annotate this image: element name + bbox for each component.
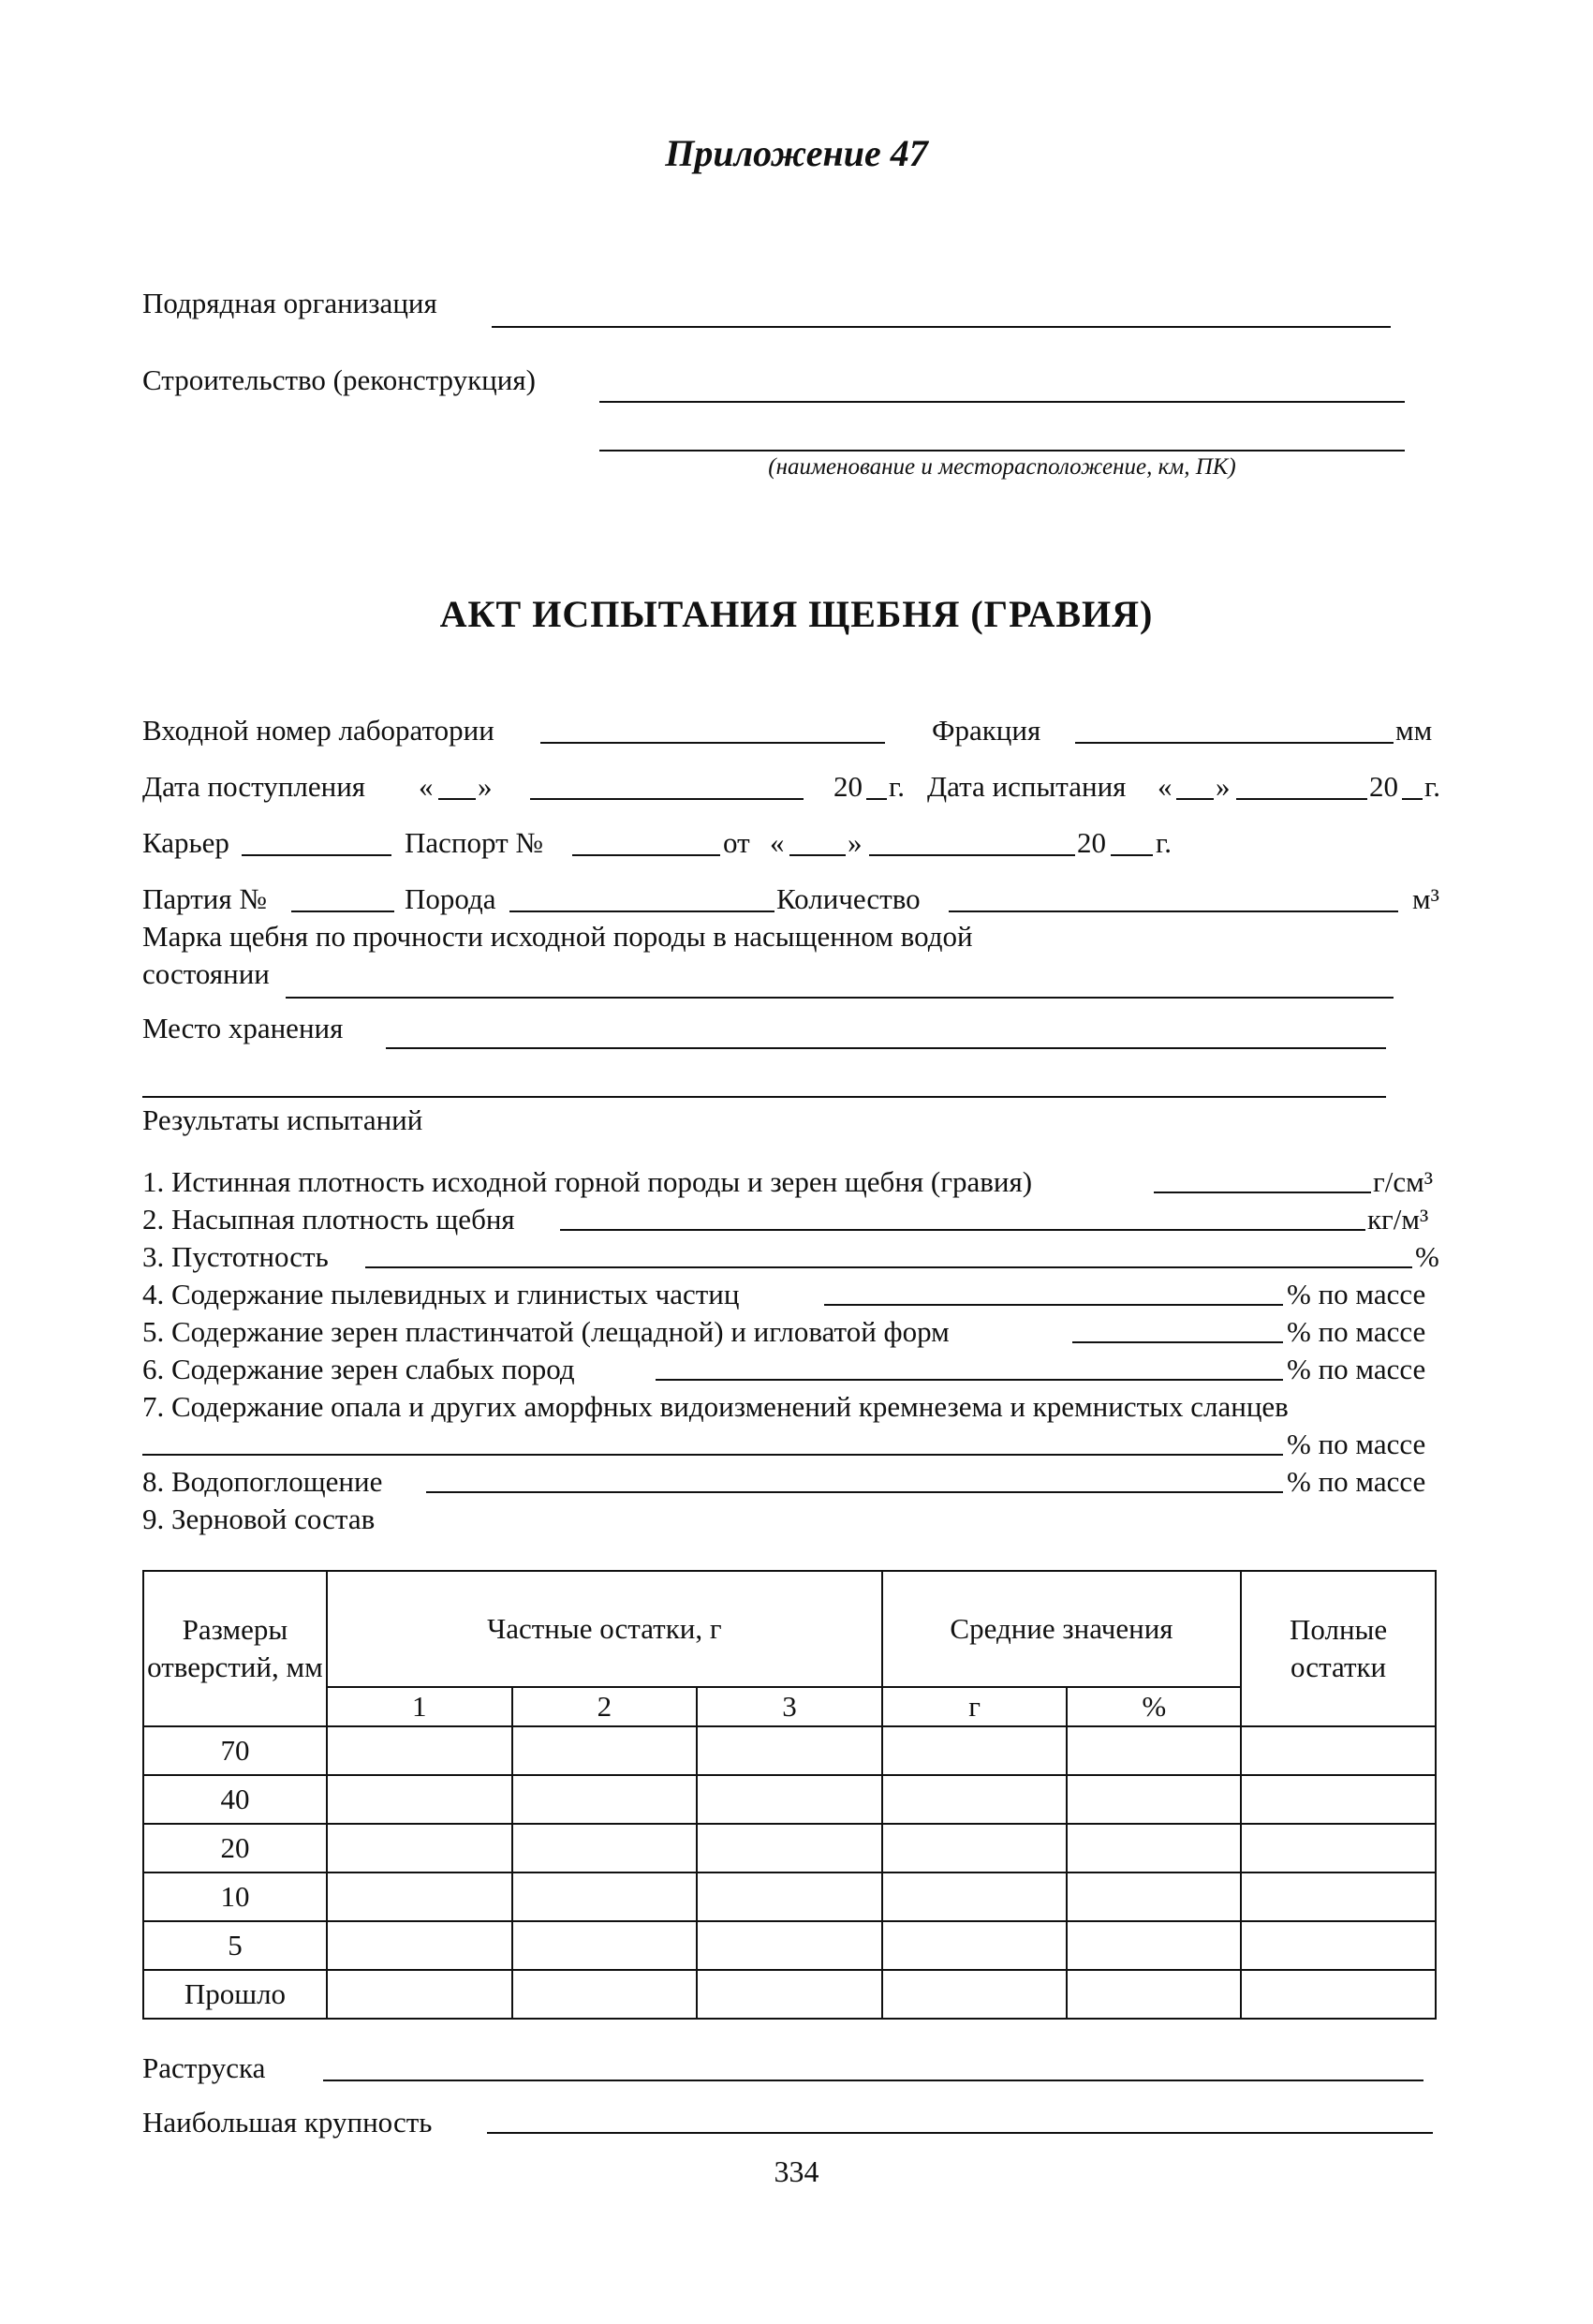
table-cell[interactable] <box>1067 1921 1241 1970</box>
construction-line[interactable] <box>599 401 1405 403</box>
result-item-5-line[interactable] <box>1072 1341 1283 1343</box>
table-row <box>143 1873 1436 1921</box>
grain-composition-table <box>142 1570 1437 2020</box>
table-cell[interactable] <box>512 1970 698 2019</box>
result-item-7-label: 7. Содержание опала и других аморфных видоизменений кремнезема и кремнистых сланцев <box>142 1390 1289 1423</box>
results-heading: Результаты испытаний <box>142 1103 423 1136</box>
result-item-8-label: 8. Водопоглощение <box>142 1465 383 1498</box>
passport-year-line[interactable] <box>1111 854 1153 856</box>
test-month-line[interactable] <box>1236 798 1367 800</box>
row-size-label: 20 <box>143 1824 327 1873</box>
result-item-2-unit: кг/м³ <box>1367 1203 1429 1236</box>
table-cell[interactable] <box>1067 1726 1241 1775</box>
row-size-label: 5 <box>143 1921 327 1970</box>
result-item-1-unit: г/см³ <box>1373 1165 1433 1198</box>
document-title: АКТ ИСПЫТАНИЯ ЩЕБНЯ (ГРАВИЯ) <box>439 593 1154 635</box>
result-item-5-label: 5. Содержание зерен пластинчатой (лещадной) и игловатой форм <box>142 1315 950 1348</box>
passport-line[interactable] <box>572 854 720 856</box>
lab-number-line[interactable] <box>540 742 885 744</box>
table-cell[interactable] <box>512 1775 698 1824</box>
result-item-3-label: 3. Пустотность <box>142 1240 329 1273</box>
receipt-year-suffix: г. <box>889 770 905 803</box>
lab-number-label: Входной номер лаборатории <box>142 714 494 747</box>
receipt-year-prefix: 20 <box>833 770 863 803</box>
table-cell[interactable] <box>327 1873 512 1921</box>
storage-line-2[interactable] <box>142 1096 1386 1098</box>
table-cell[interactable] <box>882 1970 1068 2019</box>
grade-label-line2: состоянии <box>142 957 270 990</box>
construction-line-2[interactable] <box>599 450 1405 451</box>
result-item-1-line[interactable] <box>1154 1192 1371 1193</box>
table-cell[interactable] <box>697 1873 882 1921</box>
passport-from-label: от <box>723 826 750 859</box>
result-item-1-label: 1. Истинная плотность исходной горной породы и зерен щебня (гравия) <box>142 1165 1033 1198</box>
col-header-average: Средние значения <box>882 1571 1241 1687</box>
result-item-4-line[interactable] <box>824 1304 1283 1306</box>
test-quote-open: « <box>1158 770 1173 803</box>
storage-line[interactable] <box>386 1047 1386 1049</box>
receipt-quote-close: » <box>478 770 493 803</box>
table-cell[interactable] <box>882 1921 1068 1970</box>
table-cell[interactable] <box>1241 1726 1436 1775</box>
passport-year-suffix: г. <box>1156 826 1172 859</box>
passport-quote-open: « <box>770 826 785 859</box>
result-item-6-unit: % по массе <box>1287 1353 1426 1385</box>
table-cell[interactable] <box>512 1921 698 1970</box>
table-cell[interactable] <box>882 1775 1068 1824</box>
table-cell[interactable] <box>1241 1775 1436 1824</box>
receipt-date-label: Дата поступления <box>142 770 366 803</box>
grade-label-line1: Марка щебня по прочности исходной породы в насыщенном водой <box>142 920 973 953</box>
result-item-8-unit: % по массе <box>1287 1465 1426 1498</box>
result-item-8-line[interactable] <box>426 1491 1283 1493</box>
passport-day-line[interactable] <box>789 854 846 856</box>
test-year-suffix: г. <box>1424 770 1440 803</box>
table-cell[interactable] <box>1067 1970 1241 2019</box>
row-size-label: 40 <box>143 1775 327 1824</box>
table-cell[interactable] <box>1067 1873 1241 1921</box>
row-size-label: Прошло <box>143 1970 327 2019</box>
spread-label: Раструска <box>142 2051 266 2084</box>
passport-month-line[interactable] <box>869 854 1075 856</box>
fraction-unit: мм <box>1395 714 1433 747</box>
spread-line[interactable] <box>323 2080 1423 2081</box>
result-item-3-line[interactable] <box>365 1266 1412 1268</box>
sub-header-average-g: г <box>882 1687 1068 1726</box>
receipt-year-line[interactable] <box>866 798 887 800</box>
passport-year-prefix: 20 <box>1077 826 1106 859</box>
quarry-label: Карьер <box>142 826 229 859</box>
receipt-day-line[interactable] <box>438 798 476 800</box>
table-cell[interactable] <box>882 1726 1068 1775</box>
table-cell[interactable] <box>697 1824 882 1873</box>
test-year-line[interactable] <box>1402 798 1423 800</box>
max-size-line[interactable] <box>487 2132 1433 2134</box>
table-row <box>143 1775 1436 1824</box>
result-item-9-label: 9. Зерновой состав <box>142 1502 376 1535</box>
batch-label: Партия № <box>142 882 267 915</box>
test-date-label: Дата испытания <box>927 770 1127 803</box>
fraction-label: Фракция <box>932 714 1041 747</box>
table-cell[interactable] <box>697 1775 882 1824</box>
table-cell[interactable] <box>1241 1873 1436 1921</box>
table-cell[interactable] <box>327 1726 512 1775</box>
table-cell[interactable] <box>1241 1921 1436 1970</box>
passport-label: Паспорт № <box>405 826 543 859</box>
test-year-prefix: 20 <box>1369 770 1398 803</box>
passport-quote-close: » <box>848 826 863 859</box>
receipt-month-line[interactable] <box>530 798 804 800</box>
sub-header-partial-2: 2 <box>512 1687 698 1726</box>
result-item-4-label: 4. Содержание пылевидных и глинистых частиц <box>142 1278 740 1310</box>
table-cell[interactable] <box>882 1873 1068 1921</box>
result-item-2-label: 2. Насыпная плотность щебня <box>142 1203 515 1236</box>
sub-header-partial-3: 3 <box>697 1687 882 1726</box>
table-cell[interactable] <box>327 1921 512 1970</box>
grade-line[interactable] <box>286 997 1394 999</box>
table-cell[interactable] <box>1067 1775 1241 1824</box>
rock-line[interactable] <box>509 910 774 912</box>
result-item-2-line[interactable] <box>560 1229 1365 1231</box>
table-cell[interactable] <box>512 1873 698 1921</box>
construction-label: Строительство (реконструкция) <box>142 363 536 396</box>
table-row <box>143 1970 1436 2019</box>
result-item-5-unit: % по массе <box>1287 1315 1426 1348</box>
table-cell[interactable] <box>327 1824 512 1873</box>
table-cell[interactable] <box>512 1824 698 1873</box>
construction-caption: (наименование и месторасположение, км, ПК) <box>768 454 1236 480</box>
page-number: 334 <box>774 2154 819 2188</box>
table-row <box>143 1824 1436 1873</box>
result-item-7-unit: % по массе <box>1287 1428 1426 1460</box>
table-row <box>143 1921 1436 1970</box>
col-header-partial: Частные остатки, г <box>327 1571 882 1687</box>
sub-header-partial-1: 1 <box>327 1687 512 1726</box>
quantity-label: Количество <box>776 882 921 915</box>
quarry-line[interactable] <box>242 854 391 856</box>
table-cell[interactable] <box>327 1775 512 1824</box>
table-row <box>143 1726 1436 1775</box>
max-size-label: Наибольшая крупность <box>142 2106 433 2139</box>
result-item-3-unit: % <box>1415 1240 1439 1273</box>
table-cell[interactable] <box>512 1726 698 1775</box>
table-cell[interactable] <box>1067 1824 1241 1873</box>
sub-header-average-pct: % <box>1067 1687 1241 1726</box>
col-header-full: Полные остатки <box>1241 1571 1436 1726</box>
storage-label: Место хранения <box>142 1012 344 1044</box>
result-item-6-line[interactable] <box>656 1379 1283 1381</box>
batch-line[interactable] <box>291 910 394 912</box>
row-size-label: 10 <box>143 1873 327 1921</box>
table-cell[interactable] <box>697 1726 882 1775</box>
quantity-unit: м³ <box>1412 882 1439 915</box>
receipt-quote-open: « <box>419 770 434 803</box>
row-size-label: 70 <box>143 1726 327 1775</box>
table-cell[interactable] <box>882 1824 1068 1873</box>
quantity-line[interactable] <box>949 910 1398 912</box>
table-cell[interactable] <box>1241 1970 1436 2019</box>
test-day-line[interactable] <box>1176 798 1214 800</box>
appendix-title: Приложение 47 <box>665 132 928 174</box>
result-item-7-line[interactable] <box>142 1454 1283 1456</box>
table-cell[interactable] <box>697 1921 882 1970</box>
result-item-6-label: 6. Содержание зерен слабых пород <box>142 1353 575 1385</box>
table-cell[interactable] <box>327 1970 512 2019</box>
test-quote-close: » <box>1216 770 1231 803</box>
col-header-sizes: Размеры отверстий, мм <box>143 1571 327 1726</box>
table-cell[interactable] <box>697 1970 882 2019</box>
table-cell[interactable] <box>1241 1824 1436 1873</box>
contractor-label: Подрядная организация <box>142 287 437 319</box>
fraction-line[interactable] <box>1075 742 1394 744</box>
rock-label: Порода <box>405 882 496 915</box>
result-item-4-unit: % по массе <box>1287 1278 1426 1310</box>
contractor-line[interactable] <box>492 326 1391 328</box>
